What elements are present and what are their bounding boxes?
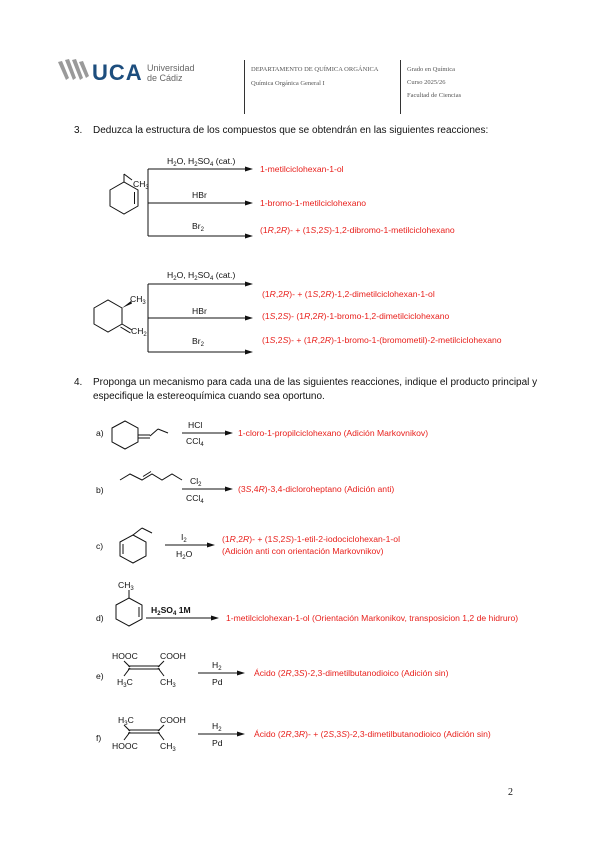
- reagent-label: CCl$_4$: [186, 493, 204, 505]
- group-label: COOH: [160, 651, 186, 661]
- product-text: 1-metilciclohexan-1-ol (Orientación Markonikov, transposicion 1,2 de hidruro): [226, 613, 519, 623]
- reagent-label: $H_2SO_4$ 1M: [151, 605, 191, 617]
- product-text: Ácido (2R,3S)-2,3-dimetilbutanodioico (Adición sin): [254, 668, 449, 678]
- group-label: COOH: [160, 715, 186, 725]
- brand-name: UCA: [92, 60, 143, 85]
- reagent-label: HCl: [188, 420, 203, 430]
- substituent-label: $CH_3$: [133, 179, 149, 191]
- group-label: HOOC: [112, 741, 138, 751]
- item-label: c): [96, 541, 104, 551]
- reagent-label: $H_2$: [212, 660, 222, 672]
- reagent-label: CCl$_4$: [186, 436, 204, 448]
- product-text: 1-metilciclohexan-1-ol: [260, 164, 344, 174]
- reagent-label: $H_2$: [212, 721, 222, 733]
- product-text: (1R,2R)- + (1S,2S)-1-etil-2-iodociclohexan-1-ol: [222, 534, 400, 544]
- group-label: $H_3C$: [117, 677, 133, 689]
- question-3-number: 3.: [74, 125, 83, 136]
- reagent-label: $H_2O$, $H_2SO_4$ (cat.): [167, 270, 236, 282]
- product-text: 1-cloro-1-propilciclohexano (Adición Markovnikov): [238, 428, 429, 438]
- question-4-number: 4.: [74, 377, 83, 388]
- group-label: HOOC: [112, 651, 138, 661]
- reagent-label: $Cl_2$: [190, 476, 202, 488]
- item-label: a): [96, 428, 104, 438]
- reagent-label: HBr: [192, 190, 207, 200]
- group-label: $H_3C$: [118, 715, 134, 727]
- reagent-label: $H_2O$: [176, 549, 193, 561]
- ring-d: [116, 598, 142, 626]
- group-label: $CH_3$: [160, 677, 176, 689]
- reagent-label: $Br_2$: [192, 221, 204, 233]
- university-name: Universidad de Cádiz: [147, 63, 195, 83]
- item-label: f): [96, 733, 102, 743]
- department-block: DEPARTAMENTO DE QUÍMICA ORGÁNICA Química Orgánica General I: [251, 66, 379, 87]
- reagent-label: Pd: [212, 738, 223, 748]
- product-text: (3S,4R)-3,4-dicloroheptano (Adición anti): [238, 484, 395, 494]
- page-number: 2: [508, 787, 513, 798]
- item-label: e): [96, 671, 104, 681]
- reagent-label: $I_2$: [181, 532, 187, 544]
- reagent-label: $Br_2$: [192, 336, 204, 348]
- product-text: (Adición anti con orientación Markovnikov): [222, 546, 384, 556]
- product-text: (1R,2R)- + (1S,2S)-1,2-dibromo-1-metilciclohexano: [260, 225, 455, 235]
- reagent-label: HBr: [192, 306, 207, 316]
- product-text: 1-bromo-1-metilciclohexano: [260, 198, 367, 208]
- substituent-label: $CH_2$: [131, 326, 147, 338]
- item-label: b): [96, 485, 104, 495]
- item-label: d): [96, 613, 104, 623]
- ring-a: [112, 421, 138, 449]
- ring-c: [120, 535, 146, 563]
- chain-b: [120, 474, 182, 480]
- product-text: (1S,2S)- (1R,2R)-1-bromo-1,2-dimetilciclohexano: [262, 311, 450, 321]
- product-text: Ácido (2R,3R)- + (2S,3S)-2,3-dimetilbutanodioico (Adición sin): [254, 729, 491, 739]
- group-label: $CH_3$: [160, 741, 176, 753]
- reagent-label: Pd: [212, 677, 223, 687]
- substituent-label: $CH_3$: [130, 294, 146, 306]
- substituent-label: $CH_3$: [118, 580, 134, 592]
- question-3-text: Deduzca la estructura de los compuestos que se obtendrán en las siguientes reacciones:: [93, 125, 489, 136]
- question-4-text: Proponga un mecanismo para cada una de las siguientes reacciones, indique el producto principal y especifique la estereoquímica cuando sea oportuno.: [93, 377, 538, 402]
- product-text: (1S,2S)- + (1R,2R)-1-bromo-1-(bromometil)-2-metilciclohexano: [262, 335, 502, 345]
- product-text: (1R,2R)- + (1S,2R)-1,2-dimetilciclohexan-1-ol: [262, 289, 435, 299]
- reagent-label: $H_2O$, $H_2SO_4$ (cat.): [167, 156, 236, 168]
- course-block: Grado en Química Curso 2025/26 Facultad de Ciencias: [407, 66, 462, 99]
